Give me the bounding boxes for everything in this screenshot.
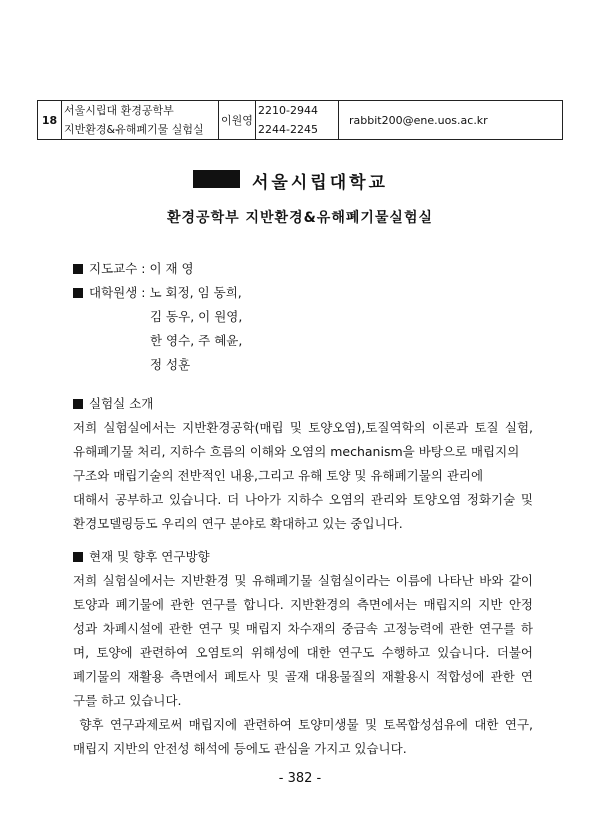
- redacted-logo: [193, 170, 240, 188]
- organization-line-1: 서울시립대 환경공학부: [64, 104, 174, 117]
- paragraph-line: 환경모델링등도 우리의 연구 분야로 확대하고 있는 중입니다.: [73, 516, 403, 531]
- paragraph-line: 매립지 지반의 안전성 해석에 등에도 관심을 가지고 있습니다.: [73, 741, 407, 756]
- university-name: 서울시립대학교: [252, 173, 388, 193]
- student-line: 정 성훈: [150, 357, 191, 372]
- advisor-text: 지도교수 : 이 재 영: [89, 261, 194, 276]
- table-row: [38, 101, 563, 140]
- paragraph-line: 향후 연구과제로써 매립지에 관련하여 토양미생물 및 토목합성섬유에 대한 연구,: [73, 717, 533, 732]
- paragraph-line: 유해폐기물 처리, 지하수 흐름의 이해와 오염의 mechanism을 바탕으로 매립지의: [73, 444, 520, 459]
- organization-line-2: 지반환경&유해폐기물 실험실: [64, 123, 204, 136]
- email: rabbit200@ene.uos.ac.kr: [339, 101, 563, 140]
- document-body: [73, 257, 533, 789]
- paragraph-line: 저희 실험실에서는 지반환경공학(매립 및 토양오염),토질역학의 이론과 토질 실험,: [73, 420, 533, 435]
- paragraph-line: 구조와 매립기술의 전반적인 내용,그리고 유해 토양 및 유해폐기물의 관리에: [73, 468, 484, 483]
- intro-heading-text: 실험실 소개: [89, 396, 154, 411]
- contact-table: [37, 100, 563, 140]
- phone-1: 2210-2944: [258, 104, 318, 117]
- research-heading: [73, 545, 533, 569]
- row-number: 18: [38, 101, 62, 140]
- students-label-text: 대학원생 : 노 회정, 임 동희,: [89, 285, 242, 300]
- paragraph-line: 토양과 폐기물에 관한 연구를 합니다. 지반환경의 측면에서는 매립지의 지반 안정: [73, 597, 533, 612]
- paragraph-line: 구를 하고 있습니다.: [73, 693, 182, 708]
- organization-cell: [62, 101, 219, 140]
- students-label: [73, 281, 533, 305]
- student-line: 한 영수, 주 혜윤,: [150, 333, 243, 348]
- advisor: [73, 257, 533, 281]
- paragraph-line: 성과 차폐시설에 관한 연구 및 매립지 차수재의 중금속 고정능력에 관한 연구를 하: [73, 621, 533, 636]
- paragraph-line: 며, 토양에 관련하여 오염토의 위해성에 대한 연구도 수행하고 있습니다. 더불어: [73, 645, 533, 660]
- paragraph-line: 대해서 공부하고 있습니다. 더 나아가 지하수 오염의 관리와 토양오염 정화기술 및: [73, 492, 533, 507]
- paragraph-line: 폐기물의 재활용 측면에서 폐토사 및 골재 대용물질의 재활용시 적합성에 관한 연: [73, 669, 533, 684]
- contact-name: 이원영: [219, 101, 256, 140]
- paragraph-line: 저희 실험실에서는 지반환경 및 유해폐기물 실험실이라는 이름에 나타난 바와 같이: [73, 573, 533, 588]
- phone-2: 2244-2245: [258, 123, 318, 136]
- phone-cell: [256, 101, 339, 140]
- student-line: 김 동우, 이 원영,: [150, 309, 243, 324]
- research-heading-text: 현재 및 향후 연구방향: [89, 549, 210, 564]
- intro-heading: [73, 392, 533, 416]
- lab-title: 환경공학부 지반환경&유해폐기물실험실: [167, 210, 433, 226]
- page-number: - 382 -: [278, 771, 322, 786]
